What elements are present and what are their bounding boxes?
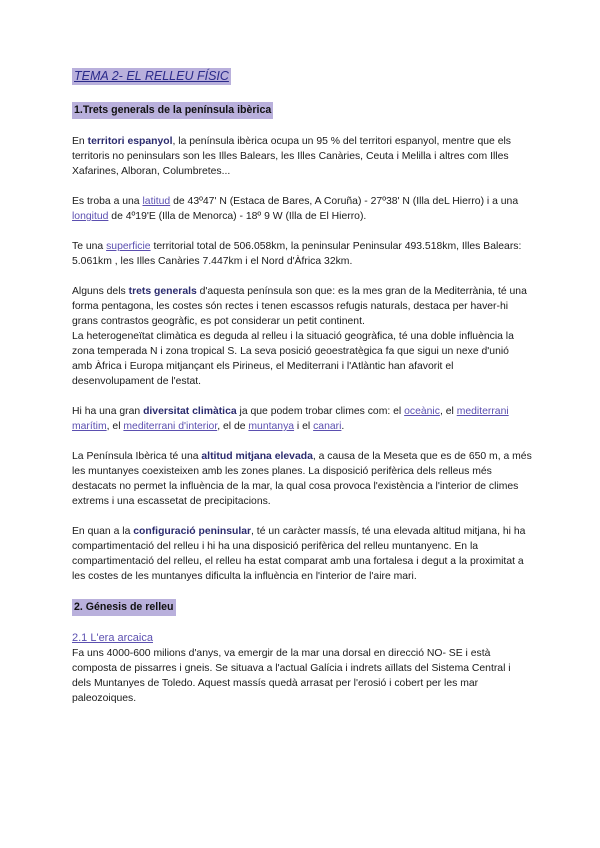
bold-term-altitud: altitud mitjana elevada xyxy=(201,451,313,462)
text: ja que podem trobar climes com: el xyxy=(236,406,405,417)
bold-term-trets-generals: trets generals xyxy=(128,286,197,297)
paragraph-era-arcaica: Fa uns 4000-600 milions d'anys, va emergir de la mar una dorsal en direcció NO- SE i està composta de pissarres i gneis. Se situava a l'actual Galícia i indrets aïllats del Sistema Central i dels Muntanyes de Toledo. Aquest massís quedà arrasat per l'erosió i cobert per les mar paleozoiques. xyxy=(72,648,511,704)
paragraph-configuracio xyxy=(72,524,532,584)
link-mediterrani-maritim[interactable]: mediterrani marítim xyxy=(72,406,509,432)
text: Hi ha una gran xyxy=(72,406,144,417)
bold-term-configuracio: configuració peninsular xyxy=(133,526,252,537)
bold-term-territori: territori espanyol xyxy=(87,136,173,147)
text: En quan a la xyxy=(72,526,134,537)
text: , el xyxy=(439,406,457,417)
link-muntanya[interactable]: muntanya xyxy=(248,421,295,432)
text: La Península Ibèrica té una xyxy=(72,451,202,462)
paragraph-latitud xyxy=(72,194,532,224)
document-title: TEMA 2- EL RELLEU FÍSIC xyxy=(74,69,229,83)
paragraph-heterogeneitat: La heterogeneïtat climàtica es deguda al relleu i la situació geogràfica, té una doble influència la zona temperada N i zona tropical S. La seva posició geoestratègica fa que sigui un nexe d'unió amb Àfrica i Europa mitjançant els Pirineus, el Mediterrani i l'Atlàntic han afavorit el desenvolupament de l'estat. xyxy=(72,331,514,387)
paragraph-trets-generals xyxy=(72,284,532,329)
link-mediterrani-interior[interactable]: mediterrani d'interior xyxy=(123,421,218,432)
text: . xyxy=(341,421,345,432)
text: de 43º47' N (Estaca de Bares, A Coruña) - 27º38' N (Illa deL Hierro) i a una xyxy=(170,196,519,207)
text: , el de xyxy=(217,421,249,432)
text: , a causa de la Meseta que es de 650 m, a més les muntanyes coexisteixen amb les zones planes. La disposició perifèrica dels relleus més destacats no permet la influència de la mar, la qual cosa provoca l'existència a l'interior de climes extrems i una escassetat de precipitacions. xyxy=(72,451,532,507)
link-longitud[interactable]: longitud xyxy=(72,211,109,222)
section-heading-2: 2. Génesis de relleu xyxy=(72,599,176,616)
text: de 4º19'E (Illa de Menorca) - 18º 9 W (Illa de El Hierro). xyxy=(108,211,367,222)
text: , té un caràcter massís, té una elevada altitud mitjana, hi ha compartimentació del relleu i hi ha una disposició perifèrica del relleu muntanyenc. En la compartimentació del relleu, el relleu ha estat comparat amb una fortalesa i degut a la proximitat a les costes de les muntanyes dificulta la influència en l'interior de l'aire mari. xyxy=(72,526,526,582)
subsection-heading-era-arcaica[interactable]: 2.1 L'era arcaica xyxy=(72,632,153,644)
paragraph-territori xyxy=(72,134,532,179)
text: Es troba a una xyxy=(72,196,143,207)
text: i el xyxy=(294,421,314,432)
text: , el xyxy=(106,421,124,432)
text: Te una xyxy=(72,241,107,252)
bold-term-diversitat: diversitat climàtica xyxy=(143,406,237,417)
text: En xyxy=(72,136,88,147)
text: territorial total de 506.058km, la peninsular Peninsular 493.518km, Illes Balears: 5.061km , les Illes Canàries 7.447km i el Nord d'Àfrica 32km. xyxy=(72,241,522,267)
text: d'aquesta península son que: es la mes gran de la Mediterrània, té una forma pentagona, les costes són rectes i tenen escassos refugis naturals, destaca per haver-hi grans contrastos geogràfic, es pot considerar un petit continent. xyxy=(72,286,527,327)
link-superficie[interactable]: superficie xyxy=(106,241,151,252)
text: Alguns dels xyxy=(72,286,129,297)
link-canari[interactable]: canari xyxy=(313,421,342,432)
link-oceanic[interactable]: oceànic xyxy=(404,406,440,417)
paragraph-altitud xyxy=(72,449,532,509)
paragraph-diversitat xyxy=(72,404,532,434)
text: , la península ibèrica ocupa un 95 % del territori espanyol, mentre que els territoris no peninsulars son les Illes Balears, les Illes Canàries, Ceuta i Melilla i altres com Illes Xafarines, Alboran, Columbretes... xyxy=(72,136,511,177)
paragraph-superficie xyxy=(72,239,532,269)
link-latitud[interactable]: latitud xyxy=(142,196,171,207)
document-body xyxy=(72,68,532,706)
section-heading-1: 1.Trets generals de la península ibèrica xyxy=(72,102,273,119)
